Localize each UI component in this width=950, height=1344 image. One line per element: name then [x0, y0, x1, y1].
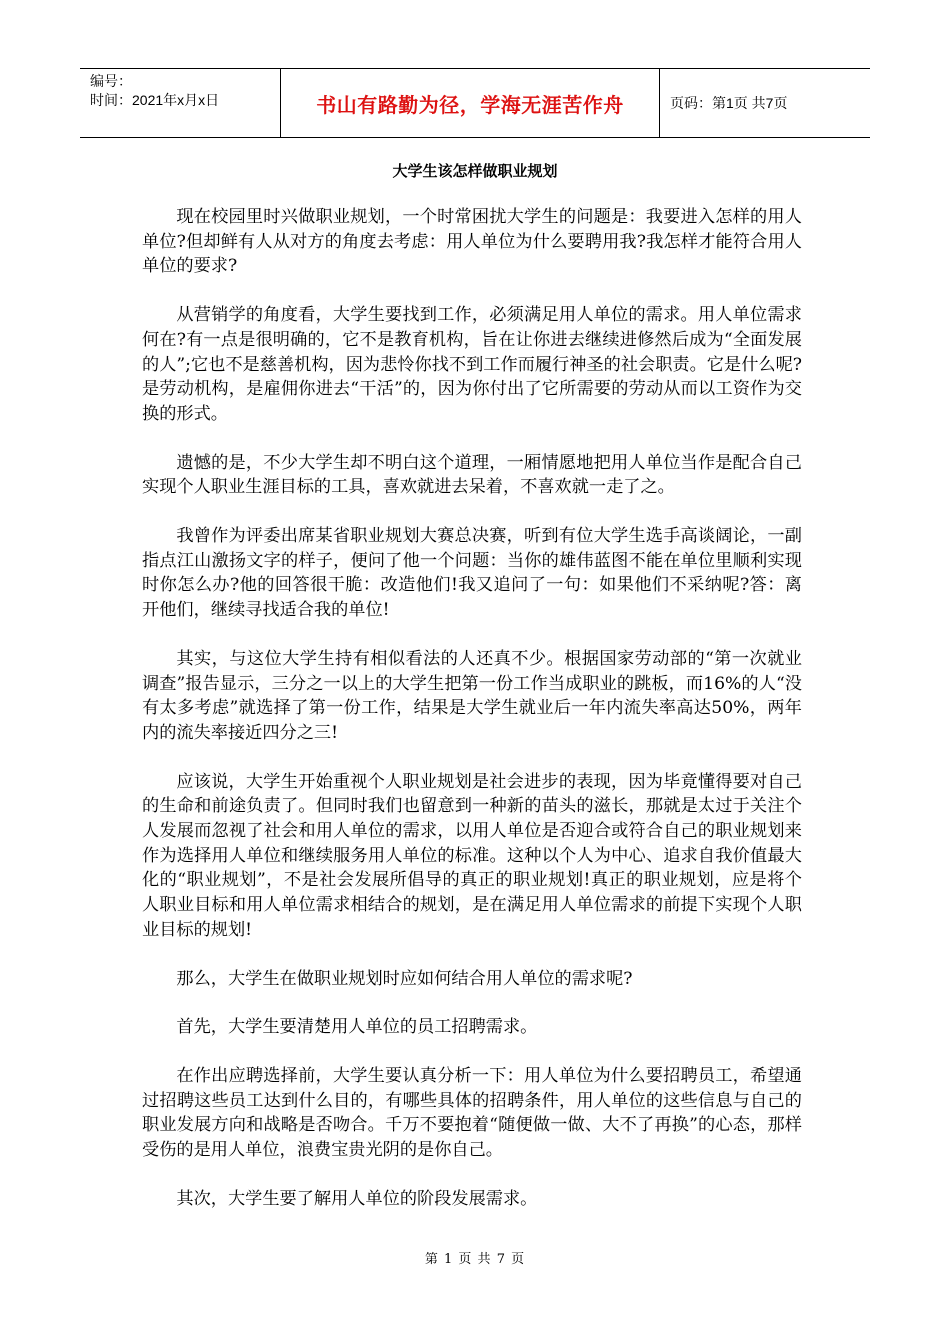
page-footer: 第 1 页 共 7 页	[424, 1252, 526, 1267]
paragraph: 从营销学的角度看，大学生要找到工作，必须满足用人单位的需求。用人单位需求何在?有一点是很明确的，它不是教育机构，旨在让你进去继续进修然后成为“全面发展的人”;它也不是慈善机构，因为悲怜你找不到工作而履行神圣的社会职责。它是什么呢?是劳动机构，是雇佣你进去“干活”的，因为你付出了它所需要的劳动从而以工资作为交换的形式。	[142, 305, 802, 424]
paragraph: 其次，大学生要了解用人单位的阶段发展需求。	[176, 1188, 538, 1209]
paragraph: 我曾作为评委出席某省职业规划大赛总决赛，听到有位大学生选手高谈阔论，一副指点江山激扬文字的样子，便问了他一个问题：当你的雄伟蓝图不能在单位里顺利实现时你怎么办?他的回答很干脆：改造他们!我又追问了一句：如果他们不采纳呢?答：离开他们，继续寻找适合我的单位!	[142, 526, 802, 621]
document-body	[142, 205, 802, 1236]
paragraph: 遗憾的是，不少大学生却不明白这个道理，一厢情愿地把用人单位当作是配合自己实现个人职业生涯目标的工具，喜欢就进去呆着，不喜欢就一走了之。	[142, 452, 802, 498]
time-label: 时间：2021年x月x日	[90, 92, 220, 108]
page-info-text: 页码：第1页 共7页	[670, 95, 788, 111]
paragraph: 那么，大学生在做职业规划时应如何结合用人单位的需求呢?	[176, 968, 633, 989]
page-info-cell	[660, 69, 870, 137]
paragraph: 在作出应聘选择前，大学生要认真分析一下：用人单位为什么要招聘员工，希望通过招聘这些员工达到什么目的，有哪些具体的招聘条件，用人单位的这些信息与自己的职业发展方向和战略是否吻合。千万不要抱着“随便做一做、大不了再换”的心态，那样受伤的是用人单位，浪费宝贵光阴的是你自己。	[142, 1065, 802, 1161]
paragraph: 现在校园里时兴做职业规划，一个时常困扰大学生的问题是：我要进入怎样的用人单位?但却鲜有人从对方的角度去考虑：用人单位为什么要聘用我?我怎样才能符合用人单位的要求?	[142, 207, 802, 277]
paragraph: 其实，与这位大学生持有相似看法的人还真不少。根据国家劳动部的“第一次就业调查”报告显示，三分之一以上的大学生把第一份工作当成职业的跳板，而16%的人“没有太多考虑”就选择了第一份工作，结果是大学生就业后一年内流失率高达50%，两年内的流失率接近四分之三!	[142, 648, 802, 743]
document-title: 大学生该怎样做职业规划	[392, 162, 558, 180]
header-left-cell	[80, 69, 280, 137]
motto-text: 书山有路勤为径，学海无涯苦作舟	[316, 92, 624, 117]
motto-cell	[280, 69, 660, 137]
paragraph: 应该说，大学生开始重视个人职业规划是社会进步的表现，因为毕竟懂得要对自己的生命和前途负责了。但同时我们也留意到一种新的苗头的滋长，那就是太过于关注个人发展而忽视了社会和用人单位的需求，以用人单位是否迎合或符合自己的职业规划来作为选择用人单位和继续服务用人单位的标准。这种以个人为中心、追求自我价值最大化的“职业规划”，不是社会发展所倡导的真正的职业规划!真正的职业规划，应是将个人职业目标和用人单位需求相结合的规划，是在满足用人单位需求的前提下实现个人职业目标的规划!	[142, 771, 802, 940]
number-label: 编号：	[90, 73, 132, 89]
paragraph: 首先，大学生要清楚用人单位的员工招聘需求。	[176, 1017, 538, 1038]
header-table	[80, 68, 870, 138]
